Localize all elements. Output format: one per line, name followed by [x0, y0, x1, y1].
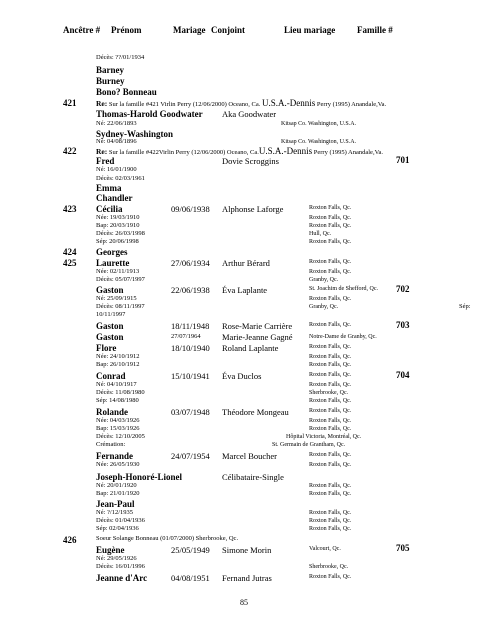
- entry-line: 705: [396, 543, 410, 553]
- entry-line: Notre-Dame de Granby, Qc.: [309, 334, 377, 340]
- entry-line: Sép: 02/04/1936: [96, 525, 139, 532]
- entry-line: Gaston: [96, 285, 124, 295]
- entry-line: Roxton Falls, Qc.: [309, 462, 352, 468]
- entry-line: Théodore Mongeau: [222, 407, 289, 417]
- entry-line: Né: 29/05/1926: [96, 555, 137, 562]
- entry-line: Roxton Falls, Qc.: [309, 322, 352, 328]
- entry-line: Éva Duclos: [222, 371, 262, 381]
- entry-line: Soeur Solange Bonneau (01/07/2000) Sherbrooke, Qc.: [96, 535, 239, 542]
- entry-line: Née: 04/03/1926: [96, 417, 140, 424]
- entry-line: Valcourt, Qc.: [309, 546, 341, 552]
- entry-line: Dovie Scroggins: [222, 156, 279, 166]
- entry-line: 22/06/1938: [171, 285, 210, 295]
- entry-line: Marie-Jeanne Gagné: [222, 332, 293, 342]
- entry-line: Roland Laplante: [222, 343, 279, 353]
- entry-line: Fernande: [96, 451, 133, 461]
- entry-line: Kitsap Co. Washington, U.S.A.: [281, 121, 357, 127]
- entry-line: Conrad: [96, 371, 126, 381]
- entry-line: Jean-Paul: [96, 499, 135, 509]
- entry-line: Roxton Falls, Qc.: [309, 426, 352, 432]
- entry-line: Né: 04/08/1896: [96, 138, 137, 145]
- entry-line: Née: 26/05/1930: [96, 461, 140, 468]
- entry-line: 09/06/1938: [171, 204, 210, 214]
- entry-line: Décès: 16/01/1996: [96, 563, 145, 570]
- entry-line: Roxton Falls, Qc.: [309, 269, 352, 275]
- entry-line: Laurette: [96, 258, 130, 268]
- entry-line: Née: 19/03/1910: [96, 214, 140, 221]
- entry-line: Né: 20/01/1920: [96, 482, 137, 489]
- entry-line: Roxton Falls, Qc.: [309, 408, 352, 414]
- entry-line: St. Joachim de Shefford, Qc.: [309, 286, 379, 292]
- entry-line: Bap: 21/01/1920: [96, 490, 140, 497]
- entry-line: Roxton Falls, Qc.: [309, 372, 352, 378]
- entry-line: Décès: 12/10/2005: [96, 433, 145, 440]
- entry-line: 423: [63, 204, 77, 214]
- entry-line: 27/07/1964: [171, 333, 201, 340]
- entry-line: 421: [63, 98, 77, 108]
- entry-line: Roxton Falls, Qc.: [309, 398, 352, 404]
- entry-line: Né: 16/01/1900: [96, 166, 137, 173]
- entry-line: 424: [63, 247, 77, 257]
- entry-line: Gaston: [96, 332, 124, 342]
- entry-line: Décès: 05/07/1997: [96, 276, 145, 283]
- header-conjoint: Conjoint: [211, 25, 246, 35]
- entry-line: Roxton Falls, Qc.: [309, 452, 352, 458]
- entry-line: 426: [63, 535, 77, 545]
- entry-line: Roxton Falls, Qc.: [309, 205, 352, 211]
- entry-line: Roxton Falls, Qc.: [309, 215, 352, 221]
- entry-line: Granby, Qc.: [309, 304, 339, 310]
- entry-line: St. Germain de Grantham, Qc.: [272, 442, 346, 448]
- entry-line: Roxton Falls, Qc.: [309, 483, 352, 489]
- entry-line: Célibataire-Single: [222, 472, 284, 482]
- entry-line: Roxton Falls, Qc.: [309, 223, 352, 229]
- entry-line: Né: 22/06/1893: [96, 120, 137, 127]
- entry-line: 27/06/1934: [171, 258, 210, 268]
- entry-line: Né: ?/12/1935: [96, 509, 134, 516]
- entry-line: Roxton Falls, Qc.: [309, 510, 352, 516]
- entry-line: Burney: [96, 76, 125, 86]
- entry-line: 702: [396, 284, 410, 294]
- entry-line: Cécilia: [96, 204, 123, 214]
- entry-line: Roxton Falls, Qc.: [309, 362, 352, 368]
- entry-line: Hôpital Victoria, Montréal, Qc.: [286, 434, 362, 440]
- entry-line: 24/07/1954: [171, 451, 210, 461]
- entry-line: Roxton Falls, Qc.: [309, 344, 352, 350]
- entry-line: Sydney-Washington: [96, 129, 174, 139]
- entry-line: Simone Morin: [222, 545, 272, 555]
- entry-line: Décès: 01/04/1936: [96, 517, 145, 524]
- entry-line: Décès: 08/11/1997: [96, 303, 145, 310]
- entry-line: Sherbrooke, Qc.: [309, 564, 349, 570]
- entry-line: Né: 25/09/1915: [96, 295, 137, 302]
- entry-line: Jeanne d'Arc: [96, 573, 148, 583]
- entry-line: Roxton Falls, Qc.: [309, 526, 352, 532]
- entry-line: Fred: [96, 156, 115, 166]
- entry-line: Gaston: [96, 321, 124, 331]
- entry-line: 422: [63, 146, 77, 156]
- entry-line: Chandler: [96, 193, 133, 203]
- entry-line: Roxton Falls, Qc.: [309, 239, 352, 245]
- header-lieu-mariage: Lieu mariage: [284, 25, 336, 35]
- entry-line: 425: [63, 258, 77, 268]
- entry-line: Née: 02/11/1913: [96, 268, 140, 275]
- entry-line: 703: [396, 320, 410, 330]
- entry-line: Sép:: [459, 303, 471, 310]
- entry-line: Kitsap Co. Washington, U.S.A.: [281, 139, 357, 145]
- entry-line: Décès: ??/01/1934: [96, 54, 145, 61]
- entry-line: Arthur Bérard: [222, 258, 270, 268]
- header-mariage: Mariage: [173, 25, 206, 35]
- entry-line: Né: 04/10/1917: [96, 381, 137, 388]
- entry-line: Roxton Falls, Qc.: [309, 354, 352, 360]
- header-famille: Famille #: [357, 25, 393, 35]
- entry-line: Bap: 26/10/1912: [96, 361, 140, 368]
- entry-line: Sherbrooke, Qc.: [309, 390, 349, 396]
- entry-line: Rose-Marie Carrière: [222, 321, 293, 331]
- entry-line: Georges: [96, 247, 128, 257]
- entry-line: Décès: 26/03/1998: [96, 230, 145, 237]
- entry-line: 18/11/1948: [171, 321, 210, 331]
- entry-line: 701: [396, 155, 410, 165]
- entry-line: Décès: 11/08/1980: [96, 389, 145, 396]
- entry-line: Crémation:: [96, 441, 126, 448]
- entry-line: Roxton Falls, Qc.: [309, 491, 352, 497]
- page-number: 85: [240, 598, 248, 607]
- entry-line: Marcel Boucher: [222, 451, 277, 461]
- entry-line: Bap: 15/03/1926: [96, 425, 140, 432]
- entry-line: 10/11/1997: [96, 311, 126, 318]
- entry-line: Roxton Falls, Qc.: [309, 259, 352, 265]
- entry-line: Sép: 20/06/1998: [96, 238, 139, 245]
- entry-line: Bap: 20/03/1910: [96, 222, 140, 229]
- entry-line: Éva Laplante: [222, 285, 268, 295]
- entry-line: 03/07/1948: [171, 407, 210, 417]
- entry-line: Hull, Qc.: [309, 231, 332, 237]
- entry-line: Flore: [96, 343, 117, 353]
- entry-line: Granby, Qc.: [309, 277, 339, 283]
- entry-line: Re: Sur la famille #422Virlin Perry (12/06/2000) Oceano, Ca.U.S.A.-Dennis Perry (1995) Anandale,Va.: [96, 146, 384, 156]
- entry-line: Barney: [96, 65, 124, 75]
- entry-line: 04/08/1951: [171, 573, 210, 583]
- entry-line: Roxton Falls, Qc.: [309, 518, 352, 524]
- entry-line: Fernand Jutras: [222, 573, 272, 583]
- header-prenom: Prénom: [111, 25, 142, 35]
- entry-line: Thomas-Harold Goodwater: [96, 109, 203, 119]
- entry-line: 25/05/1949: [171, 545, 210, 555]
- entry-line: Roxton Falls, Qc.: [309, 382, 352, 388]
- entry-line: Joseph-Honoré-Lionel: [96, 472, 183, 482]
- entry-line: Aka Goodwater: [222, 109, 277, 119]
- entry-line: Née: 24/10/1912: [96, 353, 140, 360]
- entry-line: 18/10/1940: [171, 343, 210, 353]
- entry-line: Rolande: [96, 407, 129, 417]
- entry-line: Sép: 14/08/1980: [96, 397, 139, 404]
- entry-line: Roxton Falls, Qc.: [309, 574, 352, 580]
- entry-line: Bono? Bonneau: [96, 87, 157, 97]
- entry-line: Eugène: [96, 545, 125, 555]
- entry-line: Emma: [96, 183, 122, 193]
- entry-line: 704: [396, 370, 410, 380]
- entry-line: Re: Sur la famille #421 Virlin Perry (12/06/2000) Oceano, Ca. U.S.A.-Dennis Perry (1995) Anandale,Va.: [96, 98, 387, 108]
- entry-line: Alphonse Laforge: [222, 204, 284, 214]
- entry-line: Décès: 02/03/1961: [96, 175, 145, 182]
- entry-line: 15/10/1941: [171, 371, 210, 381]
- entry-line: Roxton Falls, Qc.: [309, 296, 352, 302]
- entry-line: Roxton Falls, Qc.: [309, 418, 352, 424]
- header-ancetre: Ancêtre #: [63, 25, 101, 35]
